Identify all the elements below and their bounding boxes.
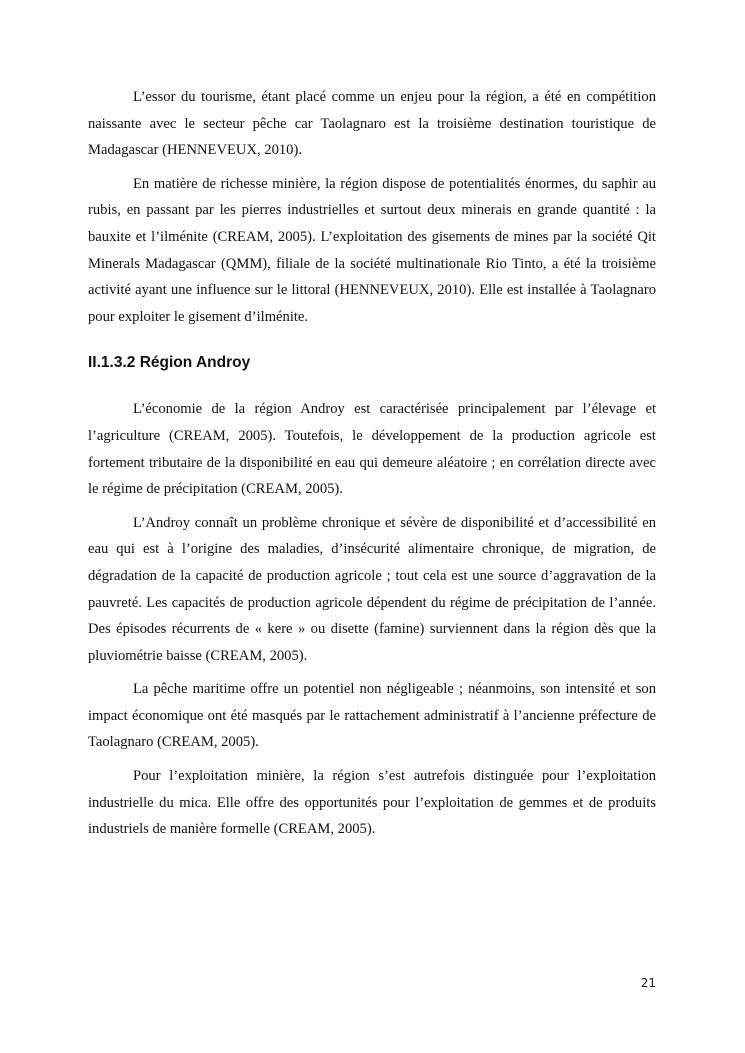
paragraph-mining-resources: En matière de richesse minière, la région dispose de potentialités énormes, du saphir au rubis, en passant par les pierres industrielles et surtout deux minerais en grande quantité : la bauxite et l’ilménite (CREAM, 2005). L’exploitation des gisements de mines par la société Qit Minerals Madagascar (QMM), filiale de la société multinationale Rio Tinto, a été la troisième activité ayant une influence sur le littoral (HENNEVEUX, 2010). Elle est installée à Taolagnaro pour exploiter le gisement d’ilménite. — [88, 175, 656, 325]
paragraph-maritime-fishing: La pêche maritime offre un potentiel non négligeable ; néanmoins, son intensité et son impact économique ont été masqués par le rattachement administratif à l’ancienne préfecture de Taolagnaro (CREAM, 2005). — [88, 681, 656, 751]
page-body — [88, 84, 656, 850]
paragraph-water-problem: L’Androy connaît un problème chronique et sévère de disponibilité et d’accessibilité en eau qui est à l’origine des maladies, d’insécurité alimentaire chronique, de migration, de dégradation de la capacité de production agricole ; tout cela est une source d’aggravation de la pauvreté. Les capacités de production agricole dépendent du régime de précipitation de l’année. Des épisodes récurrents de « kere » ou disette (famine) surviennent dans la région dès que la pluviométrie baisse (CREAM, 2005). — [88, 514, 656, 664]
page-number: 21 — [640, 976, 656, 990]
section-heading: II.1.3.2 Région Androy — [88, 354, 251, 372]
paragraph-mining-exploitation: Pour l’exploitation minière, la région s’est autrefois distinguée pour l’exploitation industrielle du mica. Elle offre des opportunités pour l’exploitation de gemmes et de produits industriels de manière formelle (CREAM, 2005). — [88, 768, 656, 838]
paragraph-economy: L’économie de la région Androy est caractérisée principalement par l’élevage et l’agriculture (CREAM, 2005). Toutefois, le développement de la production agricole est fortement tributaire de la disponibilité en eau qui demeure aléatoire ; en corrélation directe avec le régime de précipitation (CREAM, 2005). — [88, 401, 656, 498]
paragraph-tourism: L’essor du tourisme, étant placé comme un enjeu pour la région, a été en compétition naissante avec le secteur pêche car Taolagnaro est la troisième destination touristique de Madagascar (HENNEVEUX, 2010). — [88, 89, 656, 159]
